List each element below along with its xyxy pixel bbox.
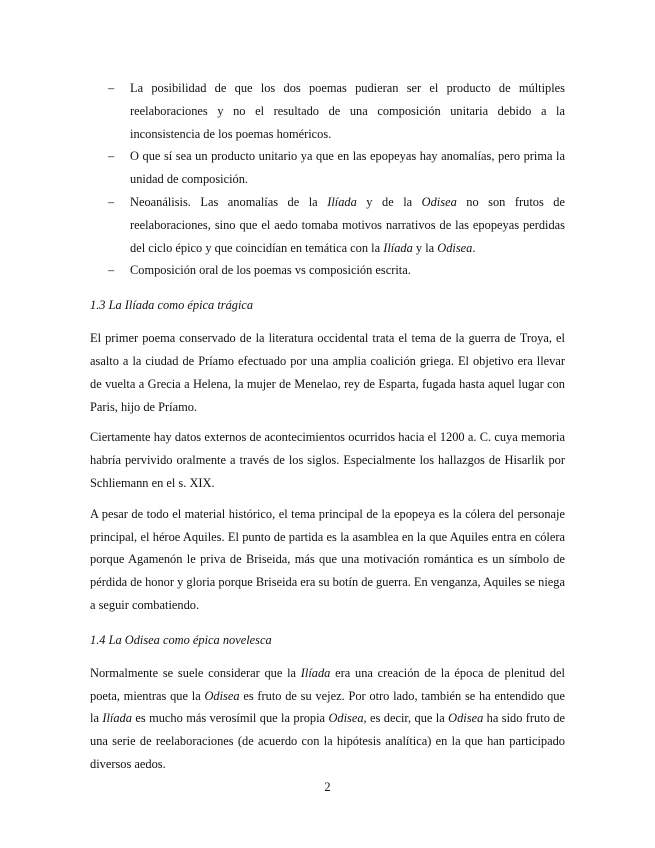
hypotheses-list <box>90 77 565 282</box>
list-dash: – <box>108 263 115 278</box>
list-item <box>90 191 565 259</box>
list-item-text: no son frutos de reelaboraciones, sino que el aedo tomaba motivos narrativos de las epopeyas perdidas del ciclo épico y que coincidían en temática con la <box>130 194 565 255</box>
section-heading-iliada: 1.3 La Ilíada como épica trágica <box>90 298 254 313</box>
text-run: es fruto de su vejez. Por otro lado, también se ha entendido que la <box>90 688 565 726</box>
italic-title: Odisea, <box>328 711 367 726</box>
text-run: es decir, que la <box>366 711 449 726</box>
list-item-text: Composición oral de los poemas vs composición escrita. <box>130 263 411 278</box>
list-item-text: O que sí sea un producto unitario ya que en las epopeyas hay anomalías, pero prima la unidad de composición. <box>130 149 565 187</box>
list-item <box>90 77 565 145</box>
list-item <box>90 145 565 191</box>
italic-title: Odisea <box>421 194 457 209</box>
list-item-text: . <box>472 240 476 255</box>
text-run: ha sido fruto de una serie de reelaboraciones (de acuerdo con la hipótesis analítica) en la que han participado diversos aedos. <box>90 711 565 771</box>
list-item-text: Neoanálisis. Las anomalías de la <box>130 194 328 209</box>
italic-title: Ilíada <box>327 194 357 209</box>
paragraph: A pesar de todo el material histórico, el tema principal de la epopeya es la cólera del personaje principal, el héroe Aquiles. El punto de partida es la asamblea en la que Aquiles entra en cólera porque Agamenón le priva de Briseida, más que una motivación romántica es un símbolo de pérdida de honor y gloria porque Briseida era su botín de guerra. En venganza, Aquiles se niega a seguir combatiendo. <box>90 506 565 612</box>
italic-title: Odisea <box>437 240 473 255</box>
list-item <box>90 259 565 282</box>
paragraph: Ciertamente hay datos externos de acontecimientos ocurridos hacia el 1200 a. C. cuya memoria habría pervivido oralmente a través de los siglos. Especialmente los hallazgos de Hisarlik por Schliemann en el s. XIX. <box>90 430 565 490</box>
italic-title: Odisea <box>448 711 484 726</box>
text-run: Normalmente se suele considerar que la <box>90 665 301 680</box>
page-number: 2 <box>324 780 331 794</box>
paragraph <box>90 662 565 776</box>
list-item-text: y la <box>412 240 438 255</box>
italic-title: Ilíada <box>300 665 331 680</box>
list-dash: – <box>108 149 115 164</box>
text-run: era una creación de la época de plenitud del poeta, mientras que la <box>90 665 565 703</box>
text-run: es mucho más verosímil que la propia <box>131 711 329 726</box>
paragraph: El primer poema conservado de la literatura occidental trata el tema de la guerra de Troya, el asalto a la ciudad de Príamo efectuado por una amplia coalición griega. El objetivo era llevar de vuelta a Grecia a Helena, la mujer de Menelao, rey de Esparta, fugada hasta aquel lugar con Paris, hijo de Príamo. <box>90 331 565 414</box>
italic-title: Odisea <box>204 688 240 703</box>
list-item-text: La posibilidad de que los dos poemas pudieran ser el producto de múltiples reelaboraciones y no el resultado de una composición unitaria debido a la inconsistencia de los poemas homéricos. <box>130 81 565 141</box>
list-dash: – <box>108 194 115 209</box>
list-dash: – <box>108 81 115 95</box>
list-item-text: y de la <box>356 194 422 209</box>
italic-title: Ilíada <box>102 711 132 726</box>
italic-title: Ilíada <box>383 240 413 255</box>
page-content <box>90 77 565 784</box>
section-heading-odisea: 1.4 La Odisea como épica novelesca <box>90 632 272 647</box>
